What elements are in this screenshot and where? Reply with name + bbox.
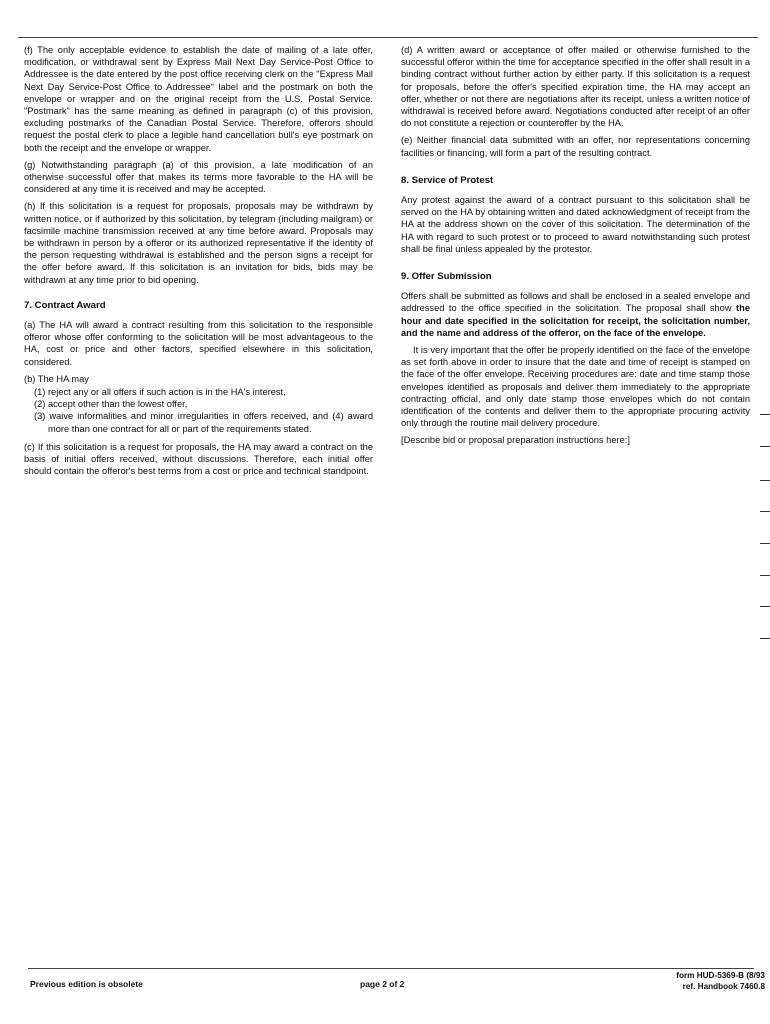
paragraph-receipt-procedures: It is very important that the offer be properly identified on the face of the envelope as set forth above in order to insure that the date and time of receipt is stamped on the face of the offer envelope. Receiving procedures are: date and time stamp those envelopes identified as proposals and deliver them immediately to the appropriate contracting official, and only date stamp those envelopes which do not contain identification of the contents and deliver them to the appropriate procuring activity only through the routine mail delivery procedure. — [401, 345, 750, 429]
award-options-list — [24, 386, 373, 435]
paragraph-f: (f) The only acceptable evidence to establish the date of mailing of a late offer, modification, or withdrawal sent by Express Mail Next Day Service-Post Office to Addressee is the date entered by the post office receiving clerk on the "Express Mail Next Day Service-Post Office to Addressee" label and the postmark on both the envelope or wrapper and on the original receipt from the U.S. Postal Service. "Postmark" has the same meaning as defined in paragraph (c) of this provision, excluding postmarks of the Canadian Postal Service. Therefore, offerors should request the postal clerk to place a legible hand cancellation bull's eye postmark on both the receipt and the envelope or wrapper. — [24, 45, 373, 153]
list-item: (1) reject any or all offers if such action is in the HA's interest, — [34, 387, 286, 398]
instruction-placeholder: [Describe bid or proposal preparation instructions here:] — [401, 435, 630, 446]
margin-tick — [760, 575, 770, 576]
margin-tick — [760, 543, 770, 544]
section-9-heading: 9. Offer Submission — [401, 271, 492, 283]
footer-obsolete-note: Previous edition is obsolete — [30, 979, 143, 989]
form-number: form HUD-5369-B (8/93 — [676, 971, 765, 980]
paragraph-d: (d) A written award or acceptance of offer mailed or otherwise furnished to the successful offeror within the time for acceptance specified in the offer shall result in a binding contract without further action by either party. If this solicitation is a request for proposals, before the offer's specified expiration time, the HA may accept an offer, whether or not there are negotiations after its receipt, unless a written notice of withdrawal is received before award. Negotiations conducted after receipt of an offer do not constitute a rejection or counteroffer by the HA. — [401, 45, 750, 129]
handbook-reference: ref. Handbook 7460.8 — [682, 982, 765, 991]
margin-tick — [760, 638, 770, 639]
right-column — [401, 44, 750, 452]
list-item: (3) waive informalities and minor irregularities in offers received, and (4) award more than one contract for all or part of the requirements stated. — [34, 411, 373, 434]
offer-submission-intro: Offers shall be submitted as follows and shall be enclosed in a sealed envelope and addressed to the office specified in the solicitation. The proposal shall show — [401, 291, 750, 314]
top-rule — [18, 37, 758, 38]
paragraph-offer-submission — [401, 290, 750, 339]
footer-page-number: page 2 of 2 — [360, 979, 405, 989]
paragraph-h: (h) If this solicitation is a request for proposals, proposals may be withdrawn by written notice, or if authorized by this solicitation, by telegram (including mailgram) or facsimile machine transmission received at any time before award. Proposals may be withdrawn in person by a offeror or its authorized representative if the identity of the person requesting withdrawal is established and the person signs a receipt for the offer before award. If this solicitation is an invitation for bids, bids may be withdrawn at any time prior to bid opening. — [24, 201, 373, 285]
section-7-heading: 7. Contract Award — [24, 299, 106, 311]
paragraph-7c: (c) If this solicitation is a request for proposals, the HA may award a contract on the basis of initial offers received, without discussions. Therefore, each initial offer should contain the offeror's best terms from a cost or price and technical standpoint. — [24, 441, 373, 477]
footer-rule — [28, 968, 754, 969]
margin-tick — [760, 511, 770, 512]
paragraph-protest: Any protest against the award of a contract pursuant to this solicitation shall be served on the HA by obtaining written and dated acknowledgment of receipt from the HA at the address shown on the cover of this solicitation. The determination of the HA with regard to such protest or to proceed to award notwithstanding such protest shall be final unless appealed by the protestor. — [401, 195, 750, 254]
offer-submission-bold: the hour and date specified in the solicitation for receipt, the solicitation number, and the name and address of the offeror, on the face of the envelope. — [401, 303, 750, 338]
footer-form-id — [650, 970, 765, 992]
paragraph-7b-intro: (b) The HA may — [24, 373, 89, 384]
left-column — [24, 44, 373, 483]
paragraph-e: (e) Neither financial data submitted with an offer, nor representations concerning facilities or financing, will form a part of the resulting contract. — [401, 135, 750, 158]
margin-tick — [760, 480, 770, 481]
paragraph-g: (g) Notwithstanding paragraph (a) of this provision, a late modification of an otherwise successful offer that makes its terms more favorable to the HA will be considered at any time it is received and may be accepted. — [24, 159, 373, 195]
paragraph-7a: (a) The HA will award a contract resulting from this solicitation to the responsible offeror whose offer conforming to the solicitation will be most advantageous to the HA, cost or price and other factors, specified elsewhere in this solicitation, considered. — [24, 320, 373, 367]
section-8-heading: 8. Service of Protest — [401, 174, 494, 186]
margin-tick — [760, 606, 770, 607]
list-item: (2) accept other than the lowest offer, — [34, 399, 188, 410]
margin-tick — [760, 414, 770, 415]
margin-tick — [760, 446, 770, 447]
